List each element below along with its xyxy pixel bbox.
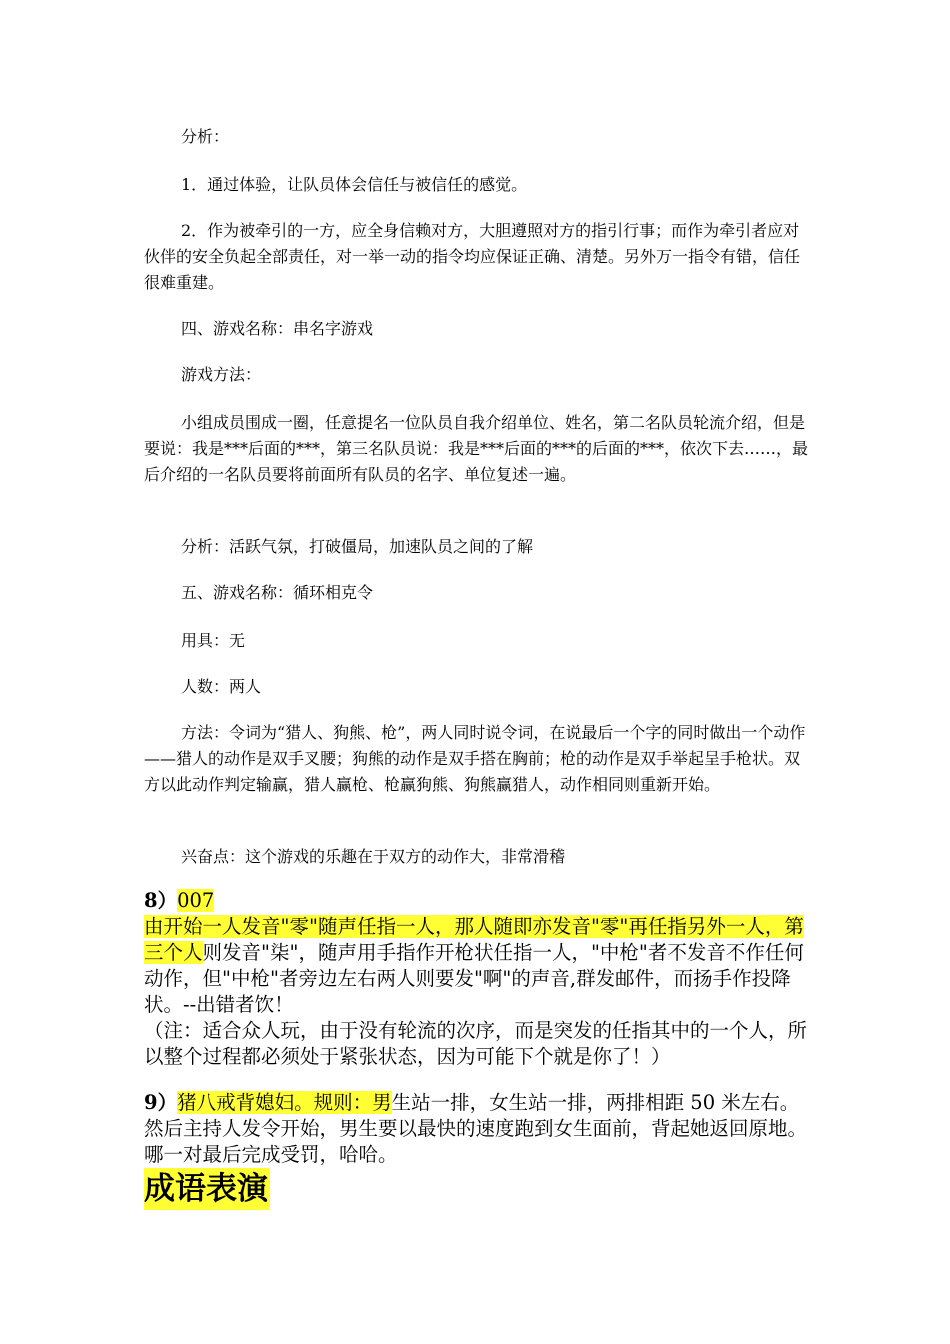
game4-method-text: 小组成员围成一圈，任意提名一位队员自我介绍单位、姓名，第二名队员轮流介绍，但是要说：我是***后面的***，第三名队员说：我是***后面的***的后面的***，依次下去……，最后介绍的一名队员要将前面所有队员的名字、单位复述一遍。: [144, 413, 809, 484]
section-8-body-highlight: 由开始一人发音"零"随声任指一人，那人随即亦发音"零"再任指另外一人，第三个人: [144, 915, 804, 964]
section-8-number: 8）: [144, 889, 178, 912]
game4-method-label: 游戏方法：: [181, 365, 262, 384]
section-8-body: [144, 914, 808, 1018]
section-8-heading: [144, 888, 808, 914]
analysis-point-1: 1．通过体验，让队员体会信任与被信任的感觉。: [181, 175, 528, 194]
game4-analysis: 分析：活跃气氛，打破僵局，加速队员之间的了解: [181, 537, 534, 556]
game5-excitement: 兴奋点：这个游戏的乐趣在于双方的动作大，非常滑稽: [181, 847, 566, 866]
game4-title: 四、游戏名称：串名字游戏: [181, 319, 374, 338]
analysis-label: 分析：: [181, 127, 230, 146]
section-9-highlight: 猪八戒背媳妇。规则：男: [177, 1091, 392, 1114]
section-9-number: 9）: [144, 1091, 178, 1114]
analysis-point-2: 2．作为被牵引的一方，应全身信赖对方，大胆遵照对方的指引行事；而作为牵引者应对伙伴的安全负起全部责任，对一举一动的指令均应保证正确、清楚。另外万一指令有错，信任很难重建。: [144, 221, 801, 292]
game5-tools: 用具：无: [181, 631, 246, 650]
section-8-body-rest: 则发音"柒"，随声用手指作开枪状任指一人，"中枪"者不发音不作任何动作，但"中枪"者旁边左右两人则要发"啊"的声音,群发邮件，而扬手作投降状。--出错者饮！: [144, 941, 804, 1016]
section-9-text: 生站一排，女生站一排，两排相距 50 米左右。然后主持人发令开始，男生要以最快的速度跑到女生面前，背起她返回原地。哪一对最后完成受罚，哈哈。: [144, 1091, 808, 1166]
section-8-note: （注：适合众人玩，由于没有轮流的次序，而是突发的任指其中的一个人，所以整个过程都必须处于紧张状态，因为可能下个就是你了！）: [144, 1019, 808, 1068]
game5-title: 五、游戏名称：循环相克令: [181, 583, 374, 602]
game5-method: 方法：令词为“猎人、狗熊、枪”，两人同时说令词，在说最后一个字的同时做出一个动作——猎人的动作是双手叉腰；狗熊的动作是双手搭在胸前；枪的动作是双手举起呈手枪状。双方以此动作判定输赢，猎人赢枪、枪赢狗熊、狗熊赢猎人，动作相同则重新开始。: [144, 723, 806, 794]
section-8-title: 007: [177, 889, 215, 912]
section-9-body: [144, 1090, 808, 1168]
game5-people: 人数：两人: [181, 677, 262, 696]
idiom-performance-heading: 成语表演: [144, 1168, 270, 1210]
